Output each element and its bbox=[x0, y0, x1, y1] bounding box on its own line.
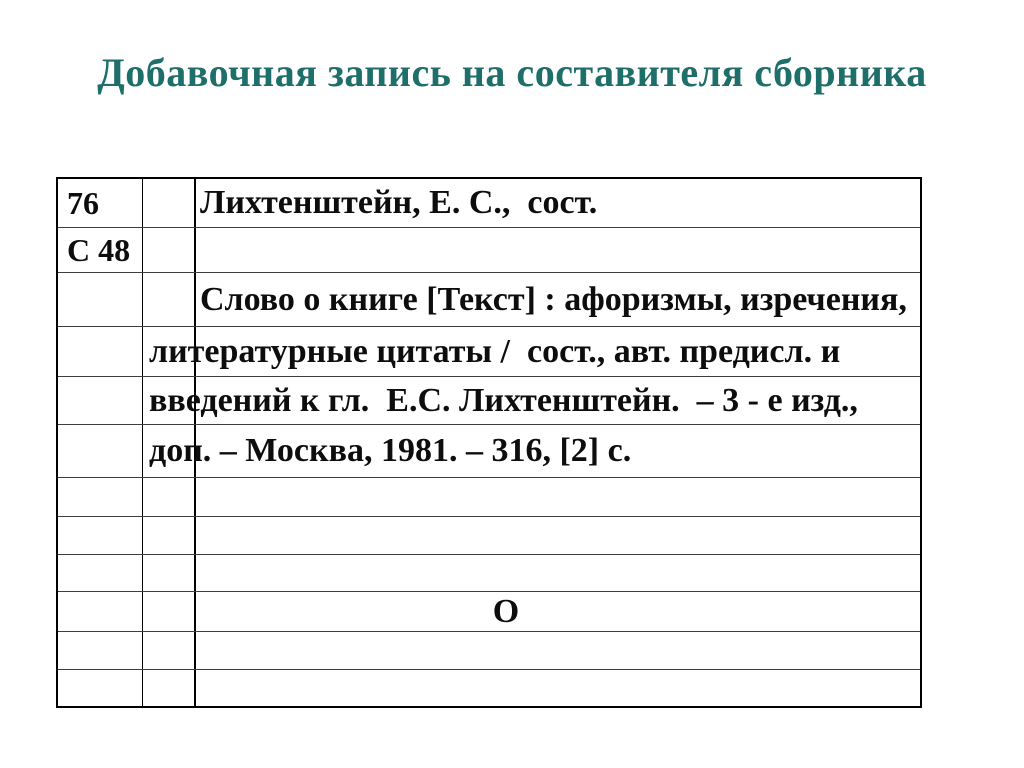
spacer-cell bbox=[143, 179, 196, 227]
description-cell bbox=[149, 377, 920, 424]
table-row-10 bbox=[58, 592, 920, 632]
table-row-5 bbox=[58, 377, 920, 425]
empty-cell bbox=[196, 632, 920, 669]
heading-cell bbox=[196, 179, 920, 227]
spacer-cell bbox=[143, 273, 196, 326]
spacer-cell bbox=[143, 478, 196, 516]
table-row-6 bbox=[58, 425, 920, 478]
table-row-9 bbox=[58, 555, 920, 592]
description-cell bbox=[196, 273, 920, 326]
description-line-2: литературные цитаты / сост., авт. предисл. и bbox=[149, 332, 841, 370]
description-line-3: введений к гл. Е.С. Лихтенштейн. – 3 - е изд., bbox=[149, 381, 858, 419]
spacer-cell bbox=[143, 517, 196, 554]
empty-cell bbox=[196, 670, 920, 706]
description-line-1: Слово о книге [Текст] : афоризмы, изречения, bbox=[200, 280, 907, 318]
empty-cell bbox=[196, 555, 920, 591]
description-cell bbox=[149, 327, 920, 376]
description-line-4: доп. – Москва, 1981. – 316, [2] с. bbox=[149, 432, 632, 469]
table-row-2 bbox=[58, 228, 920, 273]
author-mark-cell bbox=[58, 228, 143, 272]
compiler-heading-text: Лихтенштейн, Е. С., сост. bbox=[200, 184, 598, 221]
table-row-12 bbox=[58, 670, 920, 706]
spacer-cell bbox=[143, 592, 196, 631]
table-row-8 bbox=[58, 517, 920, 555]
description-cell bbox=[149, 425, 920, 477]
spacer-cell bbox=[143, 670, 196, 706]
table-row-11 bbox=[58, 632, 920, 670]
author-mark-text: С 48 bbox=[67, 232, 131, 268]
empty-cell bbox=[196, 478, 920, 516]
table-row-7 bbox=[58, 478, 920, 517]
catalog-card-table bbox=[56, 177, 922, 708]
call-number-cell bbox=[58, 179, 143, 227]
spacer-cell bbox=[143, 228, 196, 272]
table-row-3 bbox=[58, 273, 920, 327]
slide-title: Добавочная запись на составителя сборника bbox=[97, 50, 927, 95]
call-number-text: 76 bbox=[67, 185, 99, 221]
table-row-4 bbox=[58, 327, 920, 377]
description-cell bbox=[196, 228, 920, 272]
table-row-1 bbox=[58, 179, 920, 228]
empty-cell bbox=[196, 517, 920, 554]
spacer-cell bbox=[143, 632, 196, 669]
added-entry-letter-cell bbox=[196, 592, 920, 631]
spacer-cell bbox=[143, 555, 196, 591]
added-entry-letter: О bbox=[492, 592, 520, 630]
